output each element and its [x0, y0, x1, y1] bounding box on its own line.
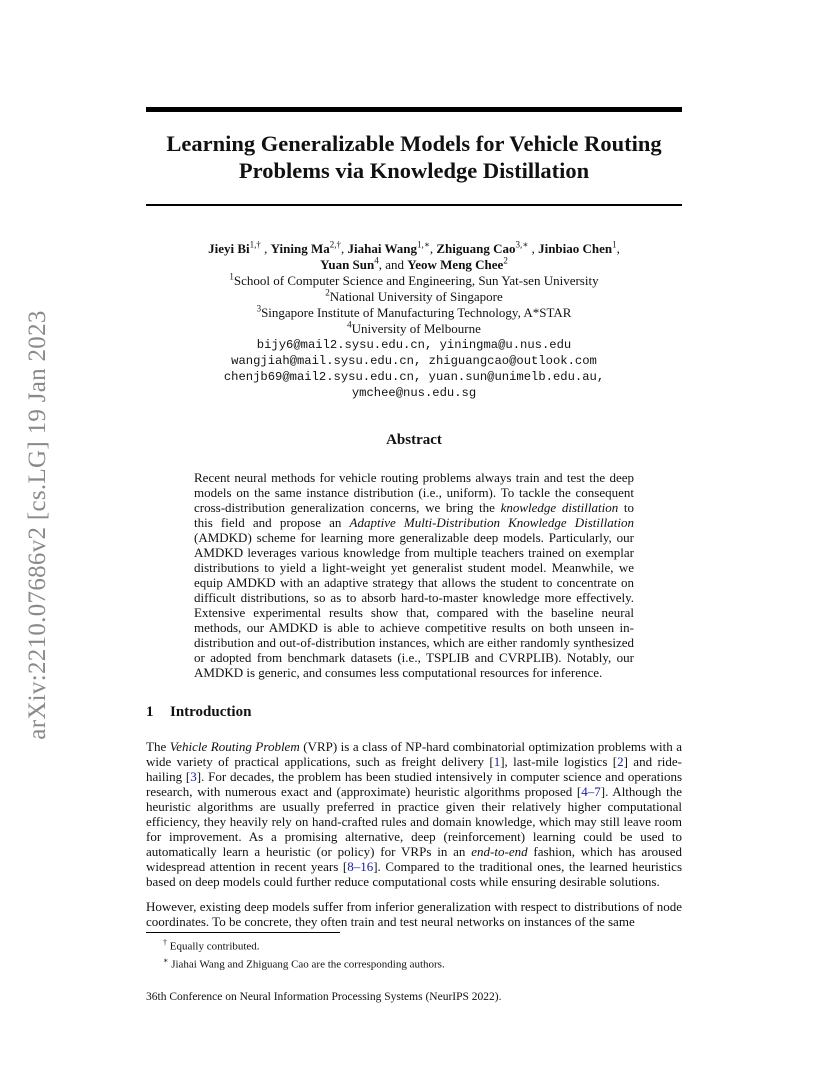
- footnotes: [163, 936, 663, 971]
- affiliation: $^1$School of Computer Science and Engineering, Sun Yat-sen University: [229, 271, 599, 288]
- author-conjunction: and: [385, 257, 405, 272]
- citation-link[interactable]: 2: [617, 754, 624, 769]
- paper-title: [146, 130, 682, 184]
- title-rule-bottom: [146, 204, 682, 206]
- author-names-line-1: Jieyi $Bi^{1,\dagger}$ , Yining $Ma^{2,\dagger}$, Jiahai Wang$^{1,∗}$, Zhiguang Cao$^{3,∗}$ , Jinbiao Chen$^1$,: [208, 239, 620, 256]
- citation-link[interactable]: 4–7: [581, 784, 601, 799]
- author-affiliation-mark: 1: [612, 239, 617, 250]
- arxiv-sidebar: [18, 290, 58, 760]
- affiliation: $^4$University of Melbourne: [347, 319, 481, 336]
- author-names-line-2: Yuan Sun$^4$, and Yeow Meng Chee$^2$: [320, 255, 508, 272]
- section-heading-introduction: [146, 704, 682, 721]
- author-name: Jinbiao Chen: [538, 241, 613, 256]
- abstract-body: Recent neural methods for vehicle routing problems always train and test the deep models on the same instance distribution (i.e., uniform). To tackle the consequent cross-distribution generalization concerns, we bring the knowledge distillation to this field and propose an Adaptive Multi-Distribution Knowledge Distillation (AMDKD) scheme for learning more generalizable deep models. Particularly, our AMDKD leverages various knowledge from multiple teachers trained on exemplar distributions to yield a light-weight yet generalist student model. Meanwhile, we equip AMDKD with an adaptive strategy that allows the student to concentrate on difficult distributions, so as to absorb hard-to-master knowledge more effectively. Extensive experimental results show that, compared with the baseline neural methods, our AMDKD is able to achieve competitive results on both unseen in-distribution and out-of-distribution instances, which are either randomly synthesized or adopted from benchmark datasets (i.e., TSPLIB and CVRPLIB). Notably, our AMDKD is generic, and consumes less computational resources for inference.: [194, 470, 634, 680]
- footnote-rule: [146, 932, 340, 933]
- email-line: wangjiah@mail.sysu.edu.cn, zhiguangcao@outlook.com: [231, 354, 597, 368]
- affiliation: $^3$Singapore Institute of Manufacturing Technology, A*STAR: [256, 303, 572, 320]
- section-title: Introduction: [170, 704, 252, 720]
- author-name: Jieyi Bi: [208, 241, 250, 256]
- citation-link[interactable]: 1: [493, 754, 501, 769]
- citation-link[interactable]: 3: [190, 769, 197, 784]
- abstract-heading: Abstract: [386, 432, 442, 448]
- footnote: ∗ Jiahai Wang and Zhiguang Cao are the corresponding authors.: [163, 955, 445, 971]
- email-line: ymchee@nus.edu.sg: [351, 386, 477, 400]
- author-affiliation-mark: 1,∗: [416, 239, 430, 250]
- author-affiliation-mark: 4: [374, 255, 379, 266]
- author-affiliation-mark: 2,†: [329, 239, 341, 250]
- author-affiliation-mark: 2: [503, 255, 508, 266]
- section-number: 1: [146, 704, 154, 720]
- footnote: † Equally contributed.: [163, 938, 260, 953]
- introduction-paragraph-2: However, existing deep models suffer from inferior generalization with respect to distributions of node coordinates. To be concrete, they often train and test neural networks on instances of the same: [146, 899, 682, 929]
- arxiv-identifier: arXiv:2210.07686v2 [cs.LG] 19 Jan 2023: [24, 310, 51, 740]
- introduction-paragraph-1: The Vehicle Routing Problem (VRP) is a class of NP-hard combinatorial optimization problems with a wide variety of practical applications, such as freight delivery [1], last-mile logistics [2] and ride-hailing [3]. For decades, the problem has been studied intensively in computer science and operations research, with numerous exact and (approximate) heuristic algorithms proposed [4–7]. Although the heuristic algorithms are usually preferred in practice given their relatively higher computational efficiency, they heavily rely on hand-crafted rules and domain knowledge, which may still leave room for improvement. As a promising alternative, deep (reinforcement) learning could be used to automatically learn a heuristic (or policy) for VRPs in an end-to-end fashion, which has aroused widespread attention in recent years [8–16]. Compared to the traditional ones, the learned heuristics based on deep models could further reduce computational costs while ensuring desirable solutions.: [146, 739, 683, 889]
- affiliation: $^2$National University of Singapore: [325, 287, 503, 304]
- footnote-mark: †: [163, 938, 167, 947]
- title-line-1: Learning Generalizable Models for Vehicle Routing: [166, 131, 662, 156]
- author-block: [146, 241, 682, 401]
- author-name: Zhiguang Cao: [436, 241, 516, 256]
- author-name: Yuan Sun: [320, 257, 375, 272]
- author-name: Yeow Meng Chee: [407, 257, 504, 272]
- abstract-emphasis: knowledge distillation: [500, 500, 619, 515]
- email-line: bijy6@mail2.sysu.edu.cn, yiningma@u.nus.edu: [256, 338, 572, 352]
- footnote-mark: ∗: [163, 955, 169, 965]
- abstract-emphasis: Adaptive Multi-Distribution Knowledge Distillation: [349, 515, 634, 530]
- author-affiliation-mark: 3,∗: [515, 239, 529, 250]
- author-name: Jiahai Wang: [347, 241, 417, 256]
- citation-link[interactable]: 8–16: [347, 859, 374, 874]
- author-name: Yining Ma: [270, 241, 330, 256]
- email-line: chenjb69@mail2.sysu.edu.cn, yuan.sun@unimelb.edu.au,: [223, 370, 605, 384]
- author-affiliation-mark: 1,†: [249, 239, 261, 250]
- venue-footer: 36th Conference on Neural Information Processing Systems (NeurIPS 2022).: [146, 991, 502, 1003]
- title-line-2: Problems via Knowledge Distillation: [238, 158, 590, 183]
- title-rule-top: [146, 107, 682, 112]
